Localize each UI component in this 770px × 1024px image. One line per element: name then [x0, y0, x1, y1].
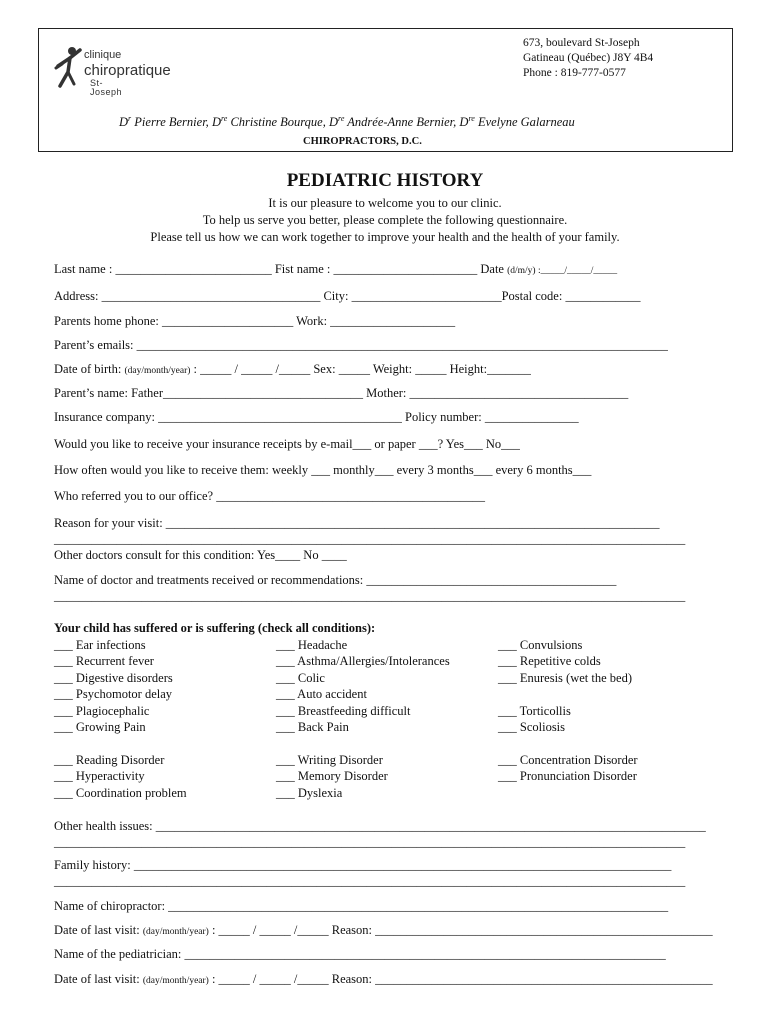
conditions-col1b — [54, 752, 187, 801]
condition-item[interactable]: ___ Breastfeeding difficult — [276, 703, 411, 718]
conditions-col3b — [498, 752, 638, 785]
parents-name-field[interactable]: Parent’s name: Father________________________________ Mother: ___________________________________ — [54, 386, 629, 400]
address-phone: Phone : 819-777-0577 — [523, 67, 626, 79]
condition-item[interactable]: ___ Back Pain — [276, 720, 349, 735]
condition-item[interactable]: ___ Digestive disorders — [54, 670, 173, 685]
address-city: Gatineau (Québec) J8Y 4B4 — [523, 52, 654, 64]
condition-item[interactable]: ___ Dyslexia — [276, 785, 343, 800]
referred-field[interactable]: Who referred you to our office? ___________________________________________ — [54, 489, 485, 503]
condition-item[interactable]: ___ Pronunciation Disorder — [498, 769, 637, 784]
phone-field[interactable]: Parents home phone: _____________________ Work: ____________________ — [54, 314, 456, 328]
condition-item[interactable]: ___ Ear infections — [54, 638, 146, 652]
condition-item[interactable]: ___ Growing Pain — [54, 720, 146, 735]
doctor-title-sup: re — [220, 114, 228, 123]
last-visit-date-reason: : _____ / _____ /_____ Reason: ______________________________________________________ — [208, 923, 713, 937]
family-history-field-line2[interactable]: _____________________________________________________________________________________________________ — [54, 874, 686, 888]
condition-item[interactable]: ___ Repetitive colds — [498, 654, 601, 669]
condition-item[interactable]: ___ Torticollis — [498, 703, 571, 718]
insurance-field[interactable]: Insurance company: _______________________________________ Policy number: _______________ — [54, 410, 579, 424]
emails-field[interactable]: Parent’s emails: _____________________________________________________________________________________ — [54, 338, 668, 352]
doctor-title-sup: re — [338, 114, 345, 123]
condition-item[interactable]: ___ Enuresis (wet the bed) — [498, 670, 632, 685]
other-doctors-field[interactable]: Other doctors consult for this condition: Yes____ No ____ — [54, 548, 347, 562]
last-visit-chiro-field[interactable] — [54, 923, 713, 938]
intro-line: Please tell us how we can work together to improve your health and the health of your family. — [150, 230, 620, 244]
dob-field[interactable] — [54, 362, 531, 377]
family-history-field[interactable]: Family history: ______________________________________________________________________________________ — [54, 858, 672, 872]
condition-item[interactable]: ___ Convulsions — [498, 638, 583, 652]
chiropractor-figure-icon — [54, 46, 84, 92]
intro-line: To help us serve you better, please complete the following questionnaire. — [202, 213, 568, 227]
conditions-col3a — [498, 637, 632, 735]
doctor-prefix: D — [459, 115, 469, 130]
doctor-name: Andrée-Anne Bernier, — [347, 115, 457, 130]
reason-field[interactable]: Reason for your visit: _______________________________________________________________________________ — [54, 516, 660, 530]
conditions-col2b — [276, 752, 388, 801]
condition-item[interactable]: ___ Colic — [276, 670, 325, 685]
date-format-hint: (d/m/y) :_____/_____/_____ — [507, 266, 618, 276]
condition-item[interactable]: ___ Coordination problem — [54, 785, 187, 800]
condition-item[interactable]: ___ Writing Disorder — [276, 753, 383, 767]
condition-item[interactable]: ___ Plagiocephalic — [54, 703, 150, 718]
dob-label: Date of birth: — [54, 362, 125, 376]
chiropractor-field[interactable]: Name of chiropractor: ________________________________________________________________________________ — [54, 899, 669, 913]
logo-line-clinique: clinique — [84, 49, 122, 61]
conditions-heading: Your child has suffered or is suffering (check all conditions): — [54, 621, 376, 635]
address-street: 673, boulevard St-Joseph — [523, 37, 640, 49]
last-visit-format-hint: (day/month/year) — [142, 976, 209, 986]
doctors-list — [119, 114, 575, 130]
doctor-title-sup: re — [468, 114, 475, 123]
last-visit-format-hint: (day/month/year) — [142, 927, 209, 937]
pediatrician-field[interactable]: Name of the pediatrician: _____________________________________________________________________________ — [54, 947, 666, 961]
clinic-address — [523, 36, 653, 81]
frequency-field[interactable]: How often would you like to receive them: weekly ___ monthly___ every 3 months___ every 6 months___ — [54, 463, 592, 477]
doctor-prefix: D — [119, 115, 129, 130]
logo-line-chiropratique: chiropratique — [84, 62, 171, 79]
logo-line-stjoseph: St-Joseph — [90, 78, 123, 97]
other-health-field-line2[interactable]: _____________________________________________________________________________________________________ — [54, 835, 686, 849]
last-visit-label: Date of last visit: — [54, 972, 143, 986]
reason-field-line2[interactable]: _____________________________________________________________________________________________________ — [54, 532, 686, 546]
doctor-prefix: D — [328, 115, 338, 130]
last-visit-label: Date of last visit: — [54, 923, 143, 937]
condition-item[interactable]: ___ Concentration Disorder — [498, 753, 638, 767]
last-visit-date-reason: : _____ / _____ /_____ Reason: ______________________________________________________ — [208, 972, 713, 986]
doctor-name: Evelyne Galarneau — [477, 115, 575, 130]
condition-item[interactable]: ___ Reading Disorder — [54, 753, 165, 767]
doctor-treatments-field-line2[interactable]: _____________________________________________________________________________________________________ — [54, 589, 686, 603]
clinic-logo — [54, 44, 174, 97]
doctor-name: Christine Bourque, — [230, 115, 326, 130]
last-visit-pediatrician-field[interactable] — [54, 972, 713, 987]
dob-sex-weight-height: : _____ / _____ /_____ Sex: _____ Weight: _____ Height:_______ — [190, 362, 531, 376]
practice-subtitle: CHIROPRACTORS, D.C. — [303, 136, 422, 147]
address-field[interactable]: Address: ___________________________________ City: ________________________Postal code: ____________ — [54, 289, 641, 303]
condition-item[interactable]: ___ Recurrent fever — [54, 654, 154, 669]
other-health-field[interactable]: Other health issues: ________________________________________________________________________________________ — [54, 819, 706, 833]
condition-item[interactable]: ___ Hyperactivity — [54, 769, 145, 784]
name-date-field[interactable] — [54, 262, 617, 277]
doctor-name: Pierre Bernier, — [134, 115, 209, 130]
name-field-label: Last name : _________________________ Fist name : _______________________ Date — [54, 262, 508, 276]
doctor-title-sup: r — [128, 114, 132, 123]
dob-format-hint: (day/month/year) — [124, 366, 191, 376]
conditions-col1a — [54, 637, 173, 735]
conditions-col2a — [276, 637, 450, 735]
page-title: PEDIATRIC HISTORY — [286, 170, 484, 191]
condition-spacer — [498, 686, 632, 702]
intro-text — [0, 195, 770, 246]
doctor-treatments-field[interactable]: Name of doctor and treatments received or recommendations: ________________________________________ — [54, 573, 617, 587]
receipts-field[interactable]: Would you like to receive your insurance receipts by e-mail___ or paper ___? Yes___ No___ — [54, 437, 520, 451]
condition-item[interactable]: ___ Headache — [276, 638, 348, 652]
condition-item[interactable]: ___ Memory Disorder — [276, 769, 388, 784]
condition-item[interactable]: ___ Scoliosis — [498, 720, 566, 735]
doctor-prefix: D — [211, 115, 221, 130]
condition-item[interactable]: ___ Auto accident — [276, 687, 367, 702]
condition-item[interactable]: ___ Psychomotor delay — [54, 687, 173, 702]
condition-item[interactable]: ___ Asthma/Allergies/Intolerances — [276, 654, 450, 669]
intro-line: It is our pleasure to welcome you to our clinic. — [268, 196, 502, 210]
